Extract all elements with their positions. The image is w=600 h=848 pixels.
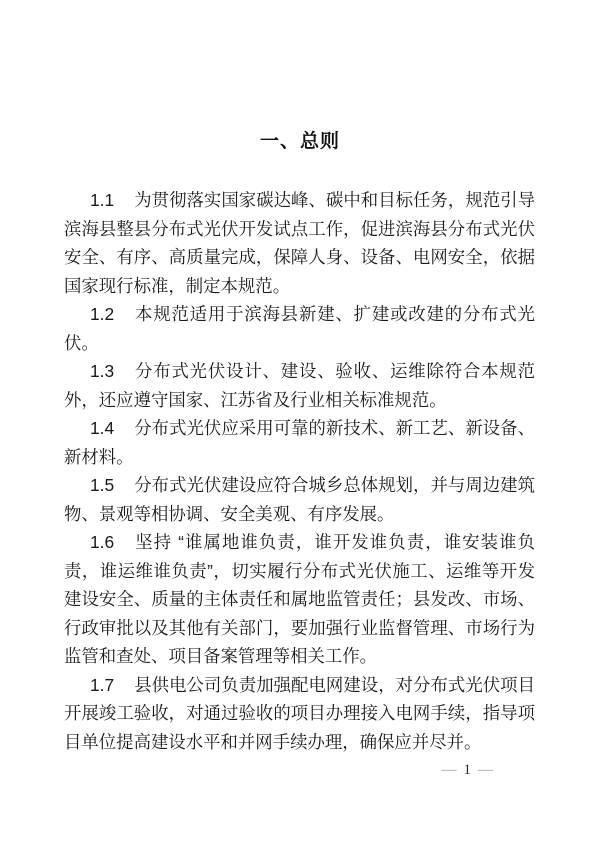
paragraph-number: 1.4 [90, 418, 115, 438]
paragraph-text: 分布式光伏设计、建设、验收、运维除符合本规范外，还应遵守国家、江苏省及行业相关标准规范。 [64, 361, 535, 410]
page-number-dash-right: — [478, 762, 493, 778]
paragraph-1-3 [64, 357, 535, 414]
paragraph-number: 1.3 [90, 361, 115, 381]
paragraph-1-7 [64, 671, 535, 757]
document-body [64, 186, 535, 756]
paragraph-number: 1.2 [90, 304, 115, 324]
paragraph-number: 1.6 [90, 532, 115, 552]
paragraph-1-1 [64, 186, 535, 300]
paragraph-text: 县供电公司负责加强配电网建设，对分布式光伏项目开展竣工验收，对通过验收的项目办理接入电网手续，指导项目单位提高建设水平和并网手续办理，确保应并尽并。 [64, 674, 535, 752]
paragraph-text: 坚持 “谁属地谁负责，谁开发谁负责，谁安装谁负责，谁运维谁负责”，切实履行分布式光伏施工、运维等开发建设安全、质量的主体责任和属地监管责任；县发改、市场、行政审批以及其他有关部门，要加强行业监督管理、市场行为监管和查处、项目备案管理等相关工作。 [64, 532, 535, 666]
page-number-value: 1 [463, 762, 471, 778]
page-number-dash-left: — [441, 762, 457, 778]
paragraph-text: 本规范适用于滨海县新建、扩建或改建的分布式光伏。 [64, 304, 535, 353]
paragraph-1-4 [64, 414, 535, 471]
section-title: 一、总则 [259, 131, 340, 152]
page-number [442, 760, 494, 780]
paragraph-1-5 [64, 471, 535, 528]
paragraph-number: 1.1 [90, 190, 115, 210]
paragraph-text: 分布式光伏应采用可靠的新技术、新工艺、新设备、新材料。 [64, 418, 535, 467]
paragraph-1-6 [64, 528, 535, 671]
paragraph-1-2 [64, 300, 535, 357]
paragraph-number: 1.7 [90, 674, 115, 695]
paragraph-text: 分布式光伏建设应符合城乡总体规划，并与周边建筑物、景观等相协调、安全美观、有序发展。 [64, 475, 535, 524]
paragraph-number: 1.5 [90, 475, 115, 495]
paragraph-text: 为贯彻落实国家碳达峰、碳中和目标任务，规范引导滨海县整县分布式光伏开发试点工作，促进滨海县分布式光伏安全、有序、高质量完成，保障人身、设备、电网安全，依据国家现行标准，制定本规范。 [64, 190, 535, 296]
